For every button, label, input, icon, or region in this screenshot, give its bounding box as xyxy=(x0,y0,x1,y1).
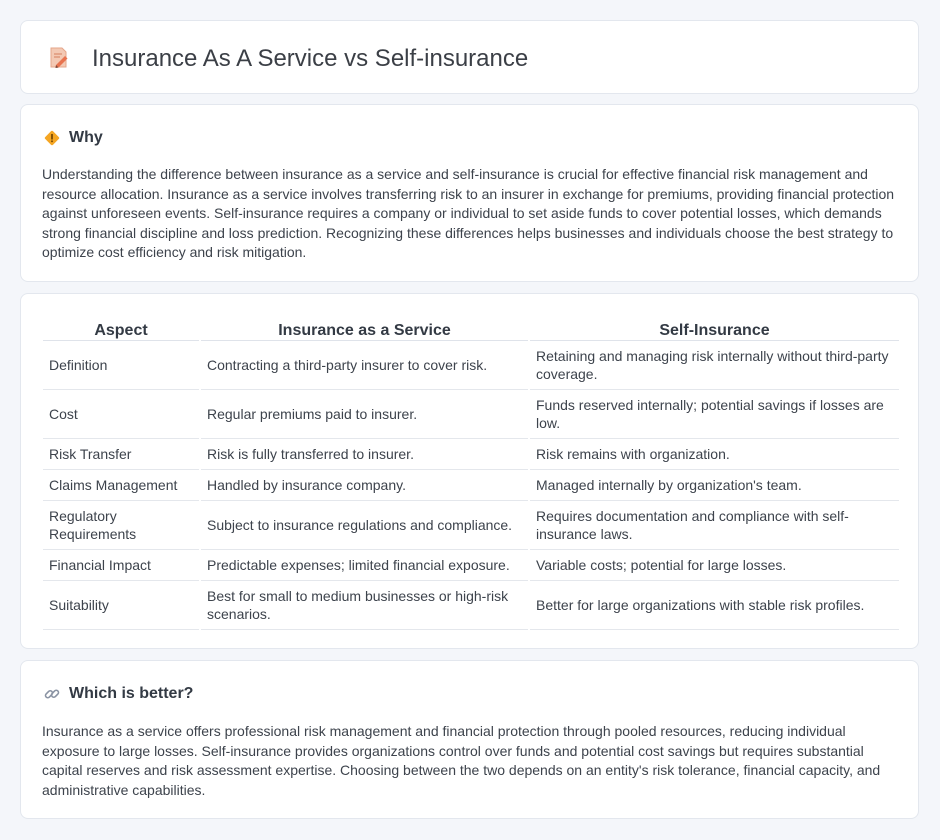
why-title: Why xyxy=(69,129,103,146)
table-cell: Funds reserved internally; potential savings if losses are low. xyxy=(529,389,899,438)
why-heading xyxy=(43,127,103,149)
table-cell: Suitability xyxy=(43,580,200,629)
table-cell: Best for small to medium businesses or high-risk scenarios. xyxy=(200,580,529,629)
which-is-better-section xyxy=(20,660,919,819)
table-row xyxy=(43,389,899,438)
comparison-section xyxy=(20,293,919,649)
why-section xyxy=(20,104,919,282)
better-title: Which is better? xyxy=(69,685,194,702)
table-cell: Retaining and managing risk internally without third-party coverage. xyxy=(529,340,899,389)
table-row xyxy=(43,438,899,469)
column-header: Self-Insurance xyxy=(529,317,899,340)
column-header: Aspect xyxy=(43,317,200,340)
comparison-table xyxy=(43,317,899,630)
table-cell: Managed internally by organization's team. xyxy=(529,469,899,500)
header-card xyxy=(20,20,919,94)
table-cell: Definition xyxy=(43,340,200,389)
better-heading xyxy=(43,683,193,705)
table-row xyxy=(43,580,899,629)
table-cell: Risk remains with organization. xyxy=(529,438,899,469)
table-cell: Subject to insurance regulations and compliance. xyxy=(200,500,529,549)
link-icon xyxy=(43,685,61,703)
table-row xyxy=(43,340,899,389)
table-cell: Predictable expenses; limited financial exposure. xyxy=(200,549,529,580)
table-cell: Regulatory Requirements xyxy=(43,500,200,549)
table-header-row xyxy=(43,317,899,340)
table-cell: Handled by insurance company. xyxy=(200,469,529,500)
table-cell: Risk Transfer xyxy=(43,438,200,469)
table-cell: Requires documentation and compliance with self-insurance laws. xyxy=(529,500,899,549)
table-cell: Regular premiums paid to insurer. xyxy=(200,389,529,438)
table-cell: Claims Management xyxy=(43,469,200,500)
better-body: Insurance as a service offers professional risk management and financial protection through pooled resources, reducing individual exposure to large losses. Self-insurance provides organizations control over funds and potential cost savings but requires substantial capital reserves and risk assessment expertise. Choosing between the two depends on an entity's risk tolerance, financial capacity, and administrative capabilities. xyxy=(42,723,881,798)
why-body: Understanding the difference between insurance as a service and self-insurance is crucial for effective financial risk management and resource allocation. Insurance as a service involves transferring risk to an insurer in exchange for premiums, providing financial protection against unforeseen events. Self-insurance requires a company or individual to set aside funds to cover potential losses, which demands strong financial discipline and loss prediction. Recognizing these differences helps businesses and individuals choose the best strategy to optimize cost efficiency and risk mitigation. xyxy=(42,166,895,261)
table-cell: Better for large organizations with stable risk profiles. xyxy=(529,580,899,629)
diamond-signal-icon xyxy=(43,129,61,147)
table-cell: Financial Impact xyxy=(43,549,200,580)
document-pencil-icon xyxy=(48,46,70,70)
table-row xyxy=(43,469,899,500)
column-header: Insurance as a Service xyxy=(200,317,529,340)
table-cell: Contracting a third-party insurer to cover risk. xyxy=(200,340,529,389)
table-cell: Cost xyxy=(43,389,200,438)
page-title: Insurance As A Service vs Self-insurance xyxy=(92,45,529,72)
table-cell: Variable costs; potential for large losses. xyxy=(529,549,899,580)
table-row xyxy=(43,500,899,549)
table-cell: Risk is fully transferred to insurer. xyxy=(200,438,529,469)
table-row xyxy=(43,549,899,580)
